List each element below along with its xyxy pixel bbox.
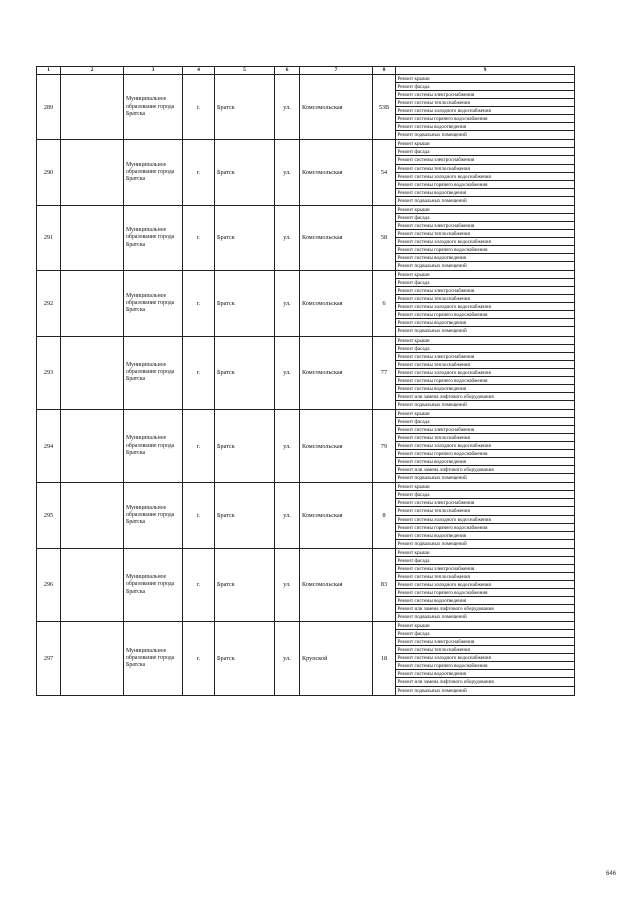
row-number: 294 [37, 409, 61, 482]
work-item: Ремонт системы водоотведения [396, 532, 574, 540]
work-item: Ремонт системы водоотведения [396, 319, 574, 327]
column-header: 1 [37, 67, 61, 75]
street-cell: Комсомольская [300, 483, 373, 548]
street-cell: Крупской [300, 622, 373, 695]
city-cell: Братск [215, 548, 275, 621]
work-item: Ремонт системы холодного водоснабжения [396, 303, 574, 311]
street-cell: Комсомольская [300, 548, 373, 621]
work-item: Ремонт системы теплоснабжения [396, 507, 574, 515]
work-item: Ремонт системы холодного водоснабжения [396, 238, 574, 246]
organization-cell: Муниципальное образование города Братска [124, 409, 183, 482]
city-cell: Братск [215, 140, 275, 205]
work-item: Ремонт крыши [396, 271, 574, 279]
works-cell [396, 271, 575, 336]
street-prefix-cell: ул. [275, 483, 300, 548]
organization-cell: Муниципальное образование города Братска [124, 336, 183, 409]
work-item: Ремонт системы горячего водоснабжения [396, 377, 574, 385]
work-item: Ремонт системы горячего водоснабжения [396, 181, 574, 189]
city-cell: Братск [215, 409, 275, 482]
house-number-cell: 83 [373, 548, 396, 621]
table-row [37, 205, 575, 270]
works-cell [396, 140, 575, 205]
work-item: Ремонт системы электроснабжения [396, 638, 574, 646]
work-item: Ремонт системы водоотведения [396, 189, 574, 197]
work-item: Ремонт подвальных помещений [397, 540, 467, 547]
empty-cell [61, 548, 124, 621]
work-item: Ремонт системы водоотведения [396, 670, 574, 678]
work-item: Ремонт фасада [396, 214, 574, 222]
work-item: Ремонт подвальных помещений [397, 197, 467, 204]
city-prefix-cell: г. [183, 548, 215, 621]
city-cell: Братск [215, 75, 275, 140]
organization-cell: Муниципальное образование города Братска [124, 205, 183, 270]
empty-cell [61, 409, 124, 482]
city-cell: Братск [215, 622, 275, 695]
works-cell [396, 483, 575, 548]
works-cell [396, 409, 575, 482]
street-prefix-cell: ул. [275, 75, 300, 140]
street-cell: Комсомольская [300, 409, 373, 482]
works-cell [396, 548, 575, 621]
city-cell: Братск [215, 205, 275, 270]
house-number-cell: 54 [373, 140, 396, 205]
row-number: 293 [37, 336, 61, 409]
empty-cell [61, 75, 124, 140]
work-item: Ремонт системы холодного водоснабжения [396, 581, 574, 589]
street-cell: Комсомольская [300, 336, 373, 409]
house-number-cell: 58 [373, 205, 396, 270]
table-row [37, 336, 575, 409]
row-number: 296 [37, 548, 61, 621]
work-item: Ремонт крыши [396, 622, 574, 630]
empty-cell [61, 622, 124, 695]
column-header: 8 [373, 67, 396, 75]
work-item: Ремонт фасада [396, 279, 574, 287]
works-cell [396, 622, 575, 695]
city-prefix-cell: г. [183, 622, 215, 695]
city-prefix-cell: г. [183, 75, 215, 140]
city-prefix-cell: г. [183, 205, 215, 270]
work-item: Ремонт фасада [396, 83, 574, 91]
street-prefix-cell: ул. [275, 622, 300, 695]
work-item: Ремонт системы горячего водоснабжения [396, 589, 574, 597]
work-item: Ремонт системы теплоснабжения [396, 573, 574, 581]
work-item: Ремонт системы водоотведения [396, 123, 574, 131]
work-item: Ремонт системы теплоснабжения [396, 230, 574, 238]
work-item: Ремонт системы теплоснабжения [396, 434, 574, 442]
work-item: Ремонт или замена лифтового оборудования [396, 466, 574, 474]
work-item: Ремонт подвальных помещений [397, 687, 467, 694]
work-item: Ремонт подвальных помещений [397, 614, 467, 621]
work-item: Ремонт системы холодного водоснабжения [396, 654, 574, 662]
column-header: 6 [275, 67, 300, 75]
city-prefix-cell: г. [183, 409, 215, 482]
work-item: Ремонт системы холодного водоснабжения [396, 173, 574, 181]
row-number: 291 [37, 205, 61, 270]
work-item: Ремонт подвальных помещений [397, 401, 467, 408]
work-item: Ремонт системы горячего водоснабжения [396, 450, 574, 458]
city-prefix-cell: г. [183, 271, 215, 336]
work-item: Ремонт фасада [396, 418, 574, 426]
table-row [37, 622, 575, 695]
work-item: Ремонт системы электроснабжения [396, 565, 574, 573]
repair-program-table [36, 66, 575, 696]
street-cell: Комсомольская [300, 205, 373, 270]
work-item: Ремонт крыши [396, 337, 574, 345]
row-number: 290 [37, 140, 61, 205]
work-item: Ремонт подвальных помещений [397, 132, 467, 139]
house-number-cell: 8 [373, 483, 396, 548]
column-header: 9 [396, 67, 575, 75]
work-item: Ремонт системы электроснабжения [396, 91, 574, 99]
house-number-cell: 6 [373, 271, 396, 336]
table-row [37, 548, 575, 621]
work-item: Ремонт системы электроснабжения [396, 222, 574, 230]
work-item: Ремонт системы теплоснабжения [396, 361, 574, 369]
work-item: Ремонт крыши [396, 549, 574, 557]
organization-cell: Муниципальное образование города Братска [124, 483, 183, 548]
street-prefix-cell: ул. [275, 548, 300, 621]
work-item: Ремонт системы электроснабжения [396, 499, 574, 507]
work-item: Ремонт системы горячего водоснабжения [396, 524, 574, 532]
organization-cell: Муниципальное образование города Братска [124, 140, 183, 205]
work-item: Ремонт системы горячего водоснабжения [396, 115, 574, 123]
city-cell: Братск [215, 336, 275, 409]
street-prefix-cell: ул. [275, 409, 300, 482]
street-cell: Комсомольская [300, 271, 373, 336]
empty-cell [61, 271, 124, 336]
column-header: 5 [215, 67, 275, 75]
work-item: Ремонт фасада [396, 345, 574, 353]
work-item: Ремонт системы холодного водоснабжения [396, 442, 574, 450]
work-item: Ремонт системы холодного водоснабжения [396, 516, 574, 524]
work-item: Ремонт системы теплоснабжения [396, 99, 574, 107]
works-cell [396, 205, 575, 270]
work-item: Ремонт системы горячего водоснабжения [396, 311, 574, 319]
column-header: 3 [124, 67, 183, 75]
table-row [37, 409, 575, 482]
table-header-row [37, 67, 575, 75]
table-row [37, 483, 575, 548]
empty-cell [61, 336, 124, 409]
organization-cell: Муниципальное образование города Братска [124, 548, 183, 621]
street-prefix-cell: ул. [275, 205, 300, 270]
work-item: Ремонт системы электроснабжения [396, 353, 574, 361]
city-cell: Братск [215, 483, 275, 548]
table-row [37, 140, 575, 205]
work-item: Ремонт фасада [396, 630, 574, 638]
work-item: Ремонт системы горячего водоснабжения [396, 662, 574, 670]
organization-cell: Муниципальное образование города Братска [124, 75, 183, 140]
street-cell: Комсомольская [300, 140, 373, 205]
house-number-cell: 53В [373, 75, 396, 140]
street-prefix-cell: ул. [275, 271, 300, 336]
street-cell: Комсомольская [300, 75, 373, 140]
work-item: Ремонт системы электроснабжения [396, 287, 574, 295]
page-number: 646 [606, 871, 617, 877]
house-number-cell: 79 [373, 409, 396, 482]
work-item: Ремонт системы теплоснабжения [396, 165, 574, 173]
work-item: Ремонт системы водоотведения [396, 597, 574, 605]
work-item: Ремонт или замена лифтового оборудования [396, 605, 574, 613]
work-item: Ремонт системы электроснабжения [396, 426, 574, 434]
organization-cell: Муниципальное образование города Братска [124, 622, 183, 695]
row-number: 292 [37, 271, 61, 336]
work-item: Ремонт системы водоотведения [396, 254, 574, 262]
work-item: Ремонт фасада [396, 557, 574, 565]
row-number: 297 [37, 622, 61, 695]
work-item: Ремонт крыши [396, 483, 574, 491]
work-item: Ремонт крыши [396, 140, 574, 148]
work-item: Ремонт фасада [396, 148, 574, 156]
work-item: Ремонт крыши [396, 410, 574, 418]
work-item: Ремонт системы водоотведения [396, 385, 574, 393]
city-prefix-cell: г. [183, 336, 215, 409]
work-item: Ремонт системы теплоснабжения [396, 295, 574, 303]
work-item: Ремонт подвальных помещений [397, 328, 467, 335]
works-cell [396, 336, 575, 409]
city-prefix-cell: г. [183, 483, 215, 548]
row-number: 289 [37, 75, 61, 140]
empty-cell [61, 140, 124, 205]
empty-cell [61, 205, 124, 270]
work-item: Ремонт или замена лифтового оборудования [396, 393, 574, 401]
work-item: Ремонт системы теплоснабжения [396, 646, 574, 654]
work-item: Ремонт системы холодного водоснабжения [396, 107, 574, 115]
column-header: 2 [61, 67, 124, 75]
work-item: Ремонт системы водоотведения [396, 458, 574, 466]
house-number-cell: 18 [373, 622, 396, 695]
column-header: 4 [183, 67, 215, 75]
house-number-cell: 77 [373, 336, 396, 409]
table-row [37, 271, 575, 336]
street-prefix-cell: ул. [275, 336, 300, 409]
work-item: Ремонт системы холодного водоснабжения [396, 369, 574, 377]
work-item: Ремонт подвальных помещений [397, 263, 467, 270]
work-item: Ремонт системы электроснабжения [396, 156, 574, 164]
work-item: Ремонт подвальных помещений [397, 475, 467, 482]
empty-cell [61, 483, 124, 548]
works-cell [396, 75, 575, 140]
table-row [37, 75, 575, 140]
city-prefix-cell: г. [183, 140, 215, 205]
work-item: Ремонт системы горячего водоснабжения [396, 246, 574, 254]
street-prefix-cell: ул. [275, 140, 300, 205]
row-number: 295 [37, 483, 61, 548]
work-item: Ремонт фасада [396, 491, 574, 499]
work-item: Ремонт крыши [396, 75, 574, 83]
organization-cell: Муниципальное образование города Братска [124, 271, 183, 336]
column-header: 7 [300, 67, 373, 75]
city-cell: Братск [215, 271, 275, 336]
work-item: Ремонт или замена лифтового оборудования [396, 678, 574, 686]
work-item: Ремонт крыши [396, 206, 574, 214]
